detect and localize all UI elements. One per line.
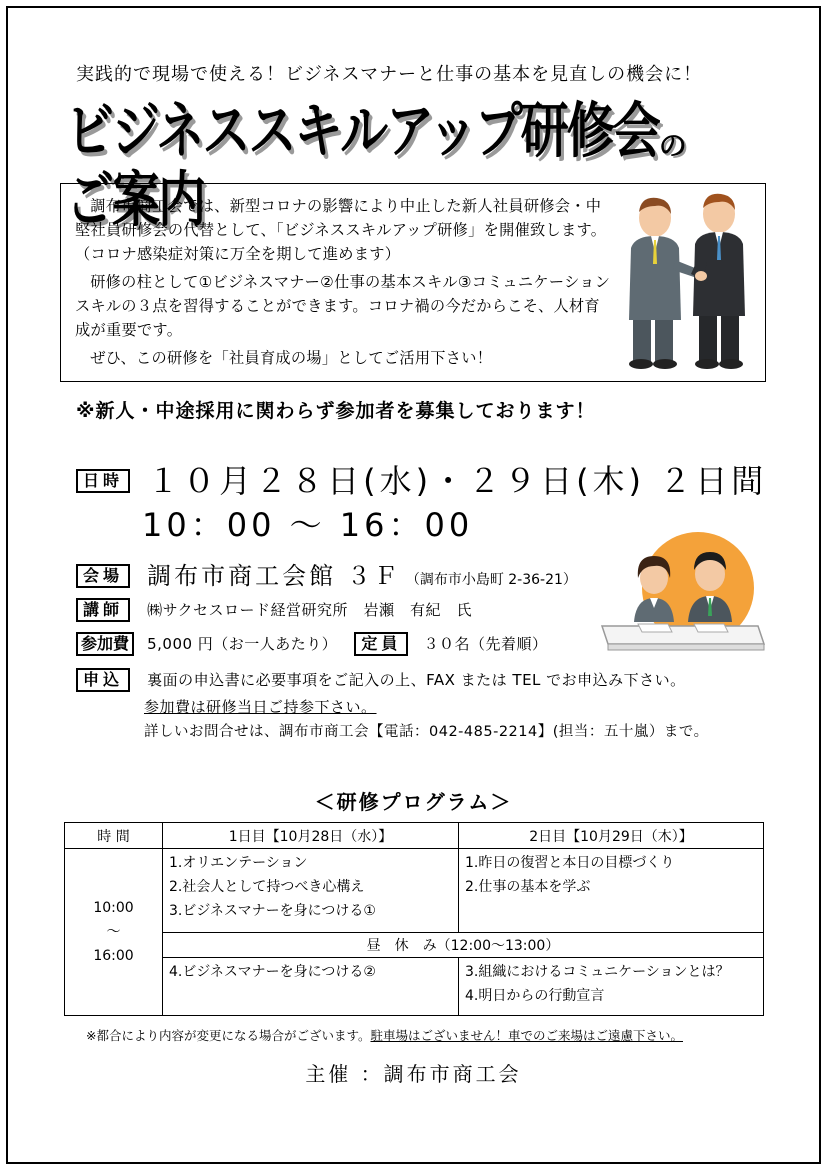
- intro-paragraph-2: 研修の柱として①ビジネスマナー②仕事の基本スキル③コミュニケーションスキルの３点を習得することができます。コロナ禍の今だからこそ、人材育成が重要です。: [75, 273, 611, 339]
- apply-line-3: 詳しいお問合せは、調布市商工会【電話：042-485-2214】(担当：五十嵐）まで。: [144, 724, 709, 740]
- apply-line-2: 参加費は研修当日ご持参下さい。: [144, 698, 377, 716]
- time-end: 16:00: [93, 948, 134, 964]
- list-item: 3.ビジネスマナーを身につける①: [169, 903, 376, 919]
- footnote: [86, 1026, 683, 1044]
- header-day2: 2日目【10月29日（木）】: [459, 823, 764, 849]
- venue-address: （調布市小島町 2-36-21）: [405, 572, 577, 588]
- capacity-label: 定員: [354, 632, 408, 656]
- capacity-value: ３０名（先着順）: [423, 635, 548, 653]
- intro-text: [75, 194, 615, 374]
- header-time: 時 間: [65, 823, 163, 849]
- time-value: 10：00 ～ 16：00: [142, 506, 474, 544]
- fee-value: 5,000 円（お一人あたり）: [147, 635, 338, 653]
- tagline: 実践的で現場で使える！ビジネスマナーと仕事の基本を見直しの機会に！: [76, 64, 703, 85]
- venue-value: 調布市商工会館 ３Ｆ: [147, 562, 401, 590]
- date-value: １０月２８日(水)・２９日(木) ２日間: [147, 462, 768, 500]
- time-start: 10:00: [93, 900, 134, 916]
- lecturer-value: ㈱サクセスロード経営研究所 岩瀬 有紀 氏: [147, 601, 472, 619]
- meeting-illustration: [598, 526, 768, 666]
- apply-row: [76, 668, 686, 692]
- fee-row: [76, 632, 548, 656]
- table-row: [65, 849, 764, 933]
- lecturer-row: [76, 598, 472, 622]
- handshake-illustration: [621, 190, 751, 375]
- list-item: 2.社会人として持つべき心構え: [169, 879, 365, 895]
- time-separator: ～: [106, 924, 121, 940]
- recruit-notice: ※新人・中途採用に関わらず参加者を募集しております！: [76, 400, 596, 422]
- time-cell: [65, 849, 163, 1016]
- header-day1: 1日目【10月28日（水）】: [163, 823, 459, 849]
- time-row: [142, 500, 473, 546]
- venue-row: [76, 556, 577, 591]
- apply-label: 申込: [76, 668, 130, 692]
- apply-line-1: 裏面の申込書に必要事項をご記入の上、FAX または TEL でお申込み下さい。: [147, 671, 686, 689]
- organizer: 主催 ：調布市商工会: [305, 1062, 522, 1086]
- list-item: 1.オリエンテーション: [169, 855, 308, 871]
- intro-paragraph-1: 調布市商工会では、新型コロナの影響により中止した新人社員研修会・中堅社員研修会の代替として、「ビジネススキルアップ研修」を開催致します。（コロナ感染症対策に万全を期して進めます）: [75, 197, 607, 263]
- list-item: 2.仕事の基本を学ぶ: [465, 879, 591, 895]
- program-title: ＜研修プログラム＞: [314, 790, 513, 814]
- fee-label: 参加費: [76, 632, 134, 656]
- list-item: 1.昨日の復習と本日の目標づくり: [465, 855, 675, 871]
- footnote-text: ※都合により内容が変更になる場合がございます。: [86, 1028, 371, 1043]
- parking-notice: 駐車場はございません！車でのご来場はご遠慮下さい。: [370, 1028, 683, 1043]
- day2-morning-cell: [459, 849, 764, 933]
- title-tail: ご案内: [66, 165, 205, 236]
- intro-box: [60, 183, 766, 382]
- day1-afternoon-cell: [163, 958, 459, 1016]
- lunch-cell: 昼 休 み（12:00～13:00）: [163, 933, 764, 958]
- title-connector: の: [658, 129, 687, 162]
- table-header-row: [65, 823, 764, 849]
- day1-morning-cell: [163, 849, 459, 933]
- venue-label: 会場: [76, 564, 130, 588]
- list-item: 3.組織におけるコミュニケーションとは？: [465, 964, 730, 980]
- date-row: [76, 456, 767, 502]
- table-row: [65, 958, 764, 1016]
- program-table: [64, 822, 764, 1016]
- date-label: 日時: [76, 469, 130, 493]
- table-row: [65, 933, 764, 958]
- title-main: ビジネススキルアップ研修会: [66, 96, 659, 167]
- lecturer-label: 講師: [76, 598, 130, 622]
- list-item: 4.明日からの行動宣言: [465, 988, 605, 1004]
- intro-paragraph-3: ぜひ、この研修を「社員育成の場」としてご活用下さい！: [90, 349, 493, 367]
- day2-afternoon-cell: [459, 958, 764, 1016]
- list-item: 4.ビジネスマナーを身につける②: [169, 964, 376, 980]
